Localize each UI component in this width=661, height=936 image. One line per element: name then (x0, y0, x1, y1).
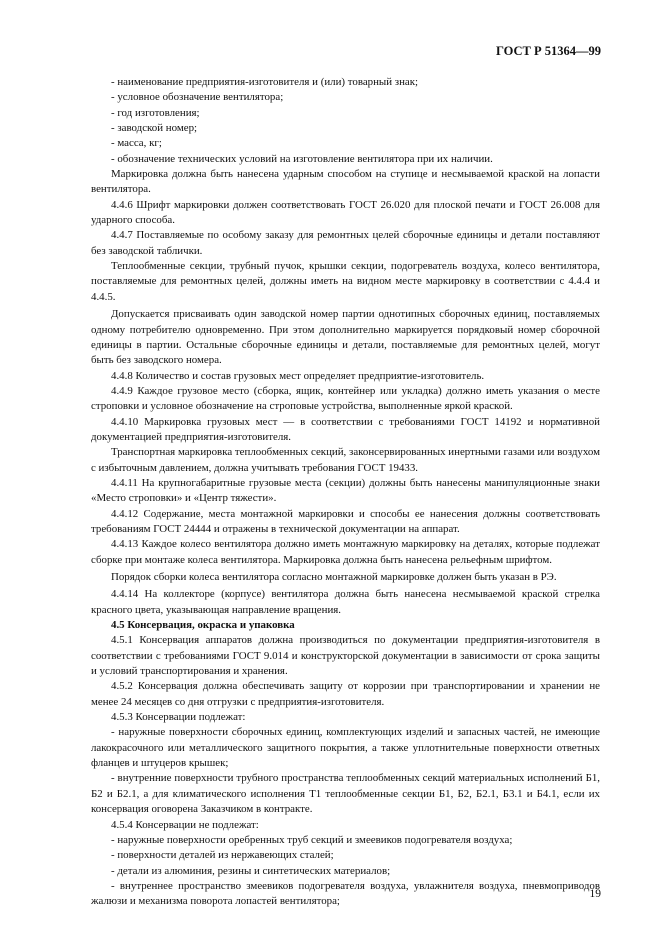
list-item-manufacturer: - наименование предприятия-изготовителя и (или) товарный знак; (111, 76, 419, 88)
paragraph-4-4-7: 4.4.7 Поставляемые по особому заказу для ремонтных целей сборочные единицы и детали поставляют без заводской таблички. (91, 229, 600, 257)
paragraph-serial-number: Допускается присваивать один заводской номер партии однотипных сборочных единиц, поставляемых одному потребителю одновременно. При этом дополнительно маркируется порядковый номер сборочной единицы в партии. Остальные сборочные единицы и детали, поставляемые для ремонтных целей, могут быть без заводского номера. (91, 308, 600, 367)
paragraph-4-4-12: 4.4.12 Содержание, места монтажной маркировки и способы ее нанесения должны соответствовать требованиям ГОСТ 24444 и отражены в технической документации на аппарат. (91, 507, 600, 535)
list-item-aluminium: - детали из алюминия, резины и синтетических материалов; (111, 864, 391, 877)
paragraph-4-5-1: 4.5.1 Консервация аппаратов должна производиться по документации предприятия-изготовителя в соответствии с требованиями ГОСТ 9.014 и конструкторской документации в зависимости от срока защиты и условий транспортирования и хранения. (91, 634, 600, 678)
list-item-year: - год изготовления; (111, 106, 200, 119)
paragraph-4-4-9: 4.4.9 Каждое грузовое место (сборка, ящик, контейнер или укладка) должно иметь указания о месте строповки и условное обозначение на строповые устройства, выполненные яркой краской. (91, 384, 600, 413)
paragraph-marking-method: Маркировка должна быть нанесена ударным способом на ступице и несмываемой краской на лопасти вентилятора. (91, 168, 600, 196)
list-item-finned-tubes: - наружные поверхности оребренных труб секций и змеевиков подогревателя воздуха; (111, 833, 513, 846)
list-item-stainless: - поверхности деталей из нержавеющих сталей; (111, 849, 334, 862)
paragraph-4-4-8: 4.4.8 Количество и состав грузовых мест определяет предприятие-изготовитель. (111, 369, 485, 382)
paragraph-4-5-2: 4.5.2 Консервация должна обеспечивать защиту от коррозии при транспортировании и хранении не менее 24 месяцев со дня отгрузки с предприятия-изготовителя. (91, 680, 600, 708)
list-item-specs: - обозначение технических условий на изготовление вентилятора при их наличии. (111, 152, 493, 165)
list-item-serial: - заводской номер; (111, 122, 198, 135)
list-item-inner-surfaces: - внутренние поверхности трубного пространства теплообменных секций материальных исполнений Б1, Б2 и Б2.1, а для климатического исполнения Т1 теплообменные секции Б1, Б2, Б2.1, Б3.1 и Б4.1, если их консервация оговорена Заказчиком в контракте. (91, 772, 600, 816)
list-item-outer-surfaces: - наружные поверхности сборочных единиц, комплектующих изделий и запасных частей, не имеющие лакокрасочного или металлического защитного покрытия, а также уплотнительные поверхности ответных фланцев и штуцеров крышек; (91, 726, 600, 770)
paragraph-4-4-14: 4.4.14 На коллекторе (корпусе) вентилятора должна быть нанесена несмываемой краской стрелка красного цвета, указывающая направление вращения. (91, 588, 600, 616)
paragraph-transport-marking: Транспортная маркировка теплообменных секций, законсервированных инертными газами или воздухом с избыточным давлением, должна учитывать требования ГОСТ 19433. (91, 446, 600, 474)
document-body (91, 75, 600, 910)
list-item-mass: - масса, кг; (111, 137, 162, 150)
paragraph-repair-parts: Теплообменные секции, трубный пучок, крышки секции, подогреватель воздуха, колесо вентилятора, поставляемые для ремонтных целей, должны иметь на видном месте маркировку в соответствии с 4.4.4 и 4.4.5. (91, 260, 600, 303)
paragraph-4-4-6: 4.4.6 Шрифт маркировки должен соответствовать ГОСТ 26.020 для плоской печати и ГОСТ 26.008 для ударного способа. (91, 198, 600, 227)
paragraph-assembly-order: Порядок сборки колеса вентилятора согласно монтажной маркировке должен быть указан в РЭ. (111, 571, 557, 583)
document-code: ГОСТ Р 51364—99 (495, 44, 601, 58)
paragraph-4-4-11: 4.4.11 На крупногабаритные грузовые места (секции) должны быть нанесены манипуляционные знаки «Место строповки» и «Центр тяжести». (91, 476, 600, 505)
paragraph-4-5-3: 4.5.3 Консервации подлежат: (111, 711, 246, 724)
section-heading-4-5: 4.5 Консервация, окраска и упаковка (111, 619, 295, 632)
page-number: 19 (589, 888, 601, 900)
paragraph-4-4-13: 4.4.13 Каждое колесо вентилятора должно иметь монтажную маркировку на деталях, которые подлежат сборке при монтаже колеса вентилятора. Маркировка должна быть нанесена рельефным шрифтом. (91, 538, 600, 566)
paragraph-4-5-4: 4.5.4 Консервации не подлежат: (111, 818, 259, 831)
paragraph-4-4-10: 4.4.10 Маркировка грузовых мест — в соответствии с требованиями ГОСТ 14192 и нормативной документацией предприятия-изготовителя. (91, 415, 600, 443)
list-item-designation: - условное обозначение вентилятора; (111, 91, 284, 104)
list-item-inner-space: - внутреннее пространство змеевиков подогревателя воздуха, увлажнителя воздуха, пневмоприводов жалюзи и механизма поворота лопастей вентилятора; (91, 879, 600, 908)
